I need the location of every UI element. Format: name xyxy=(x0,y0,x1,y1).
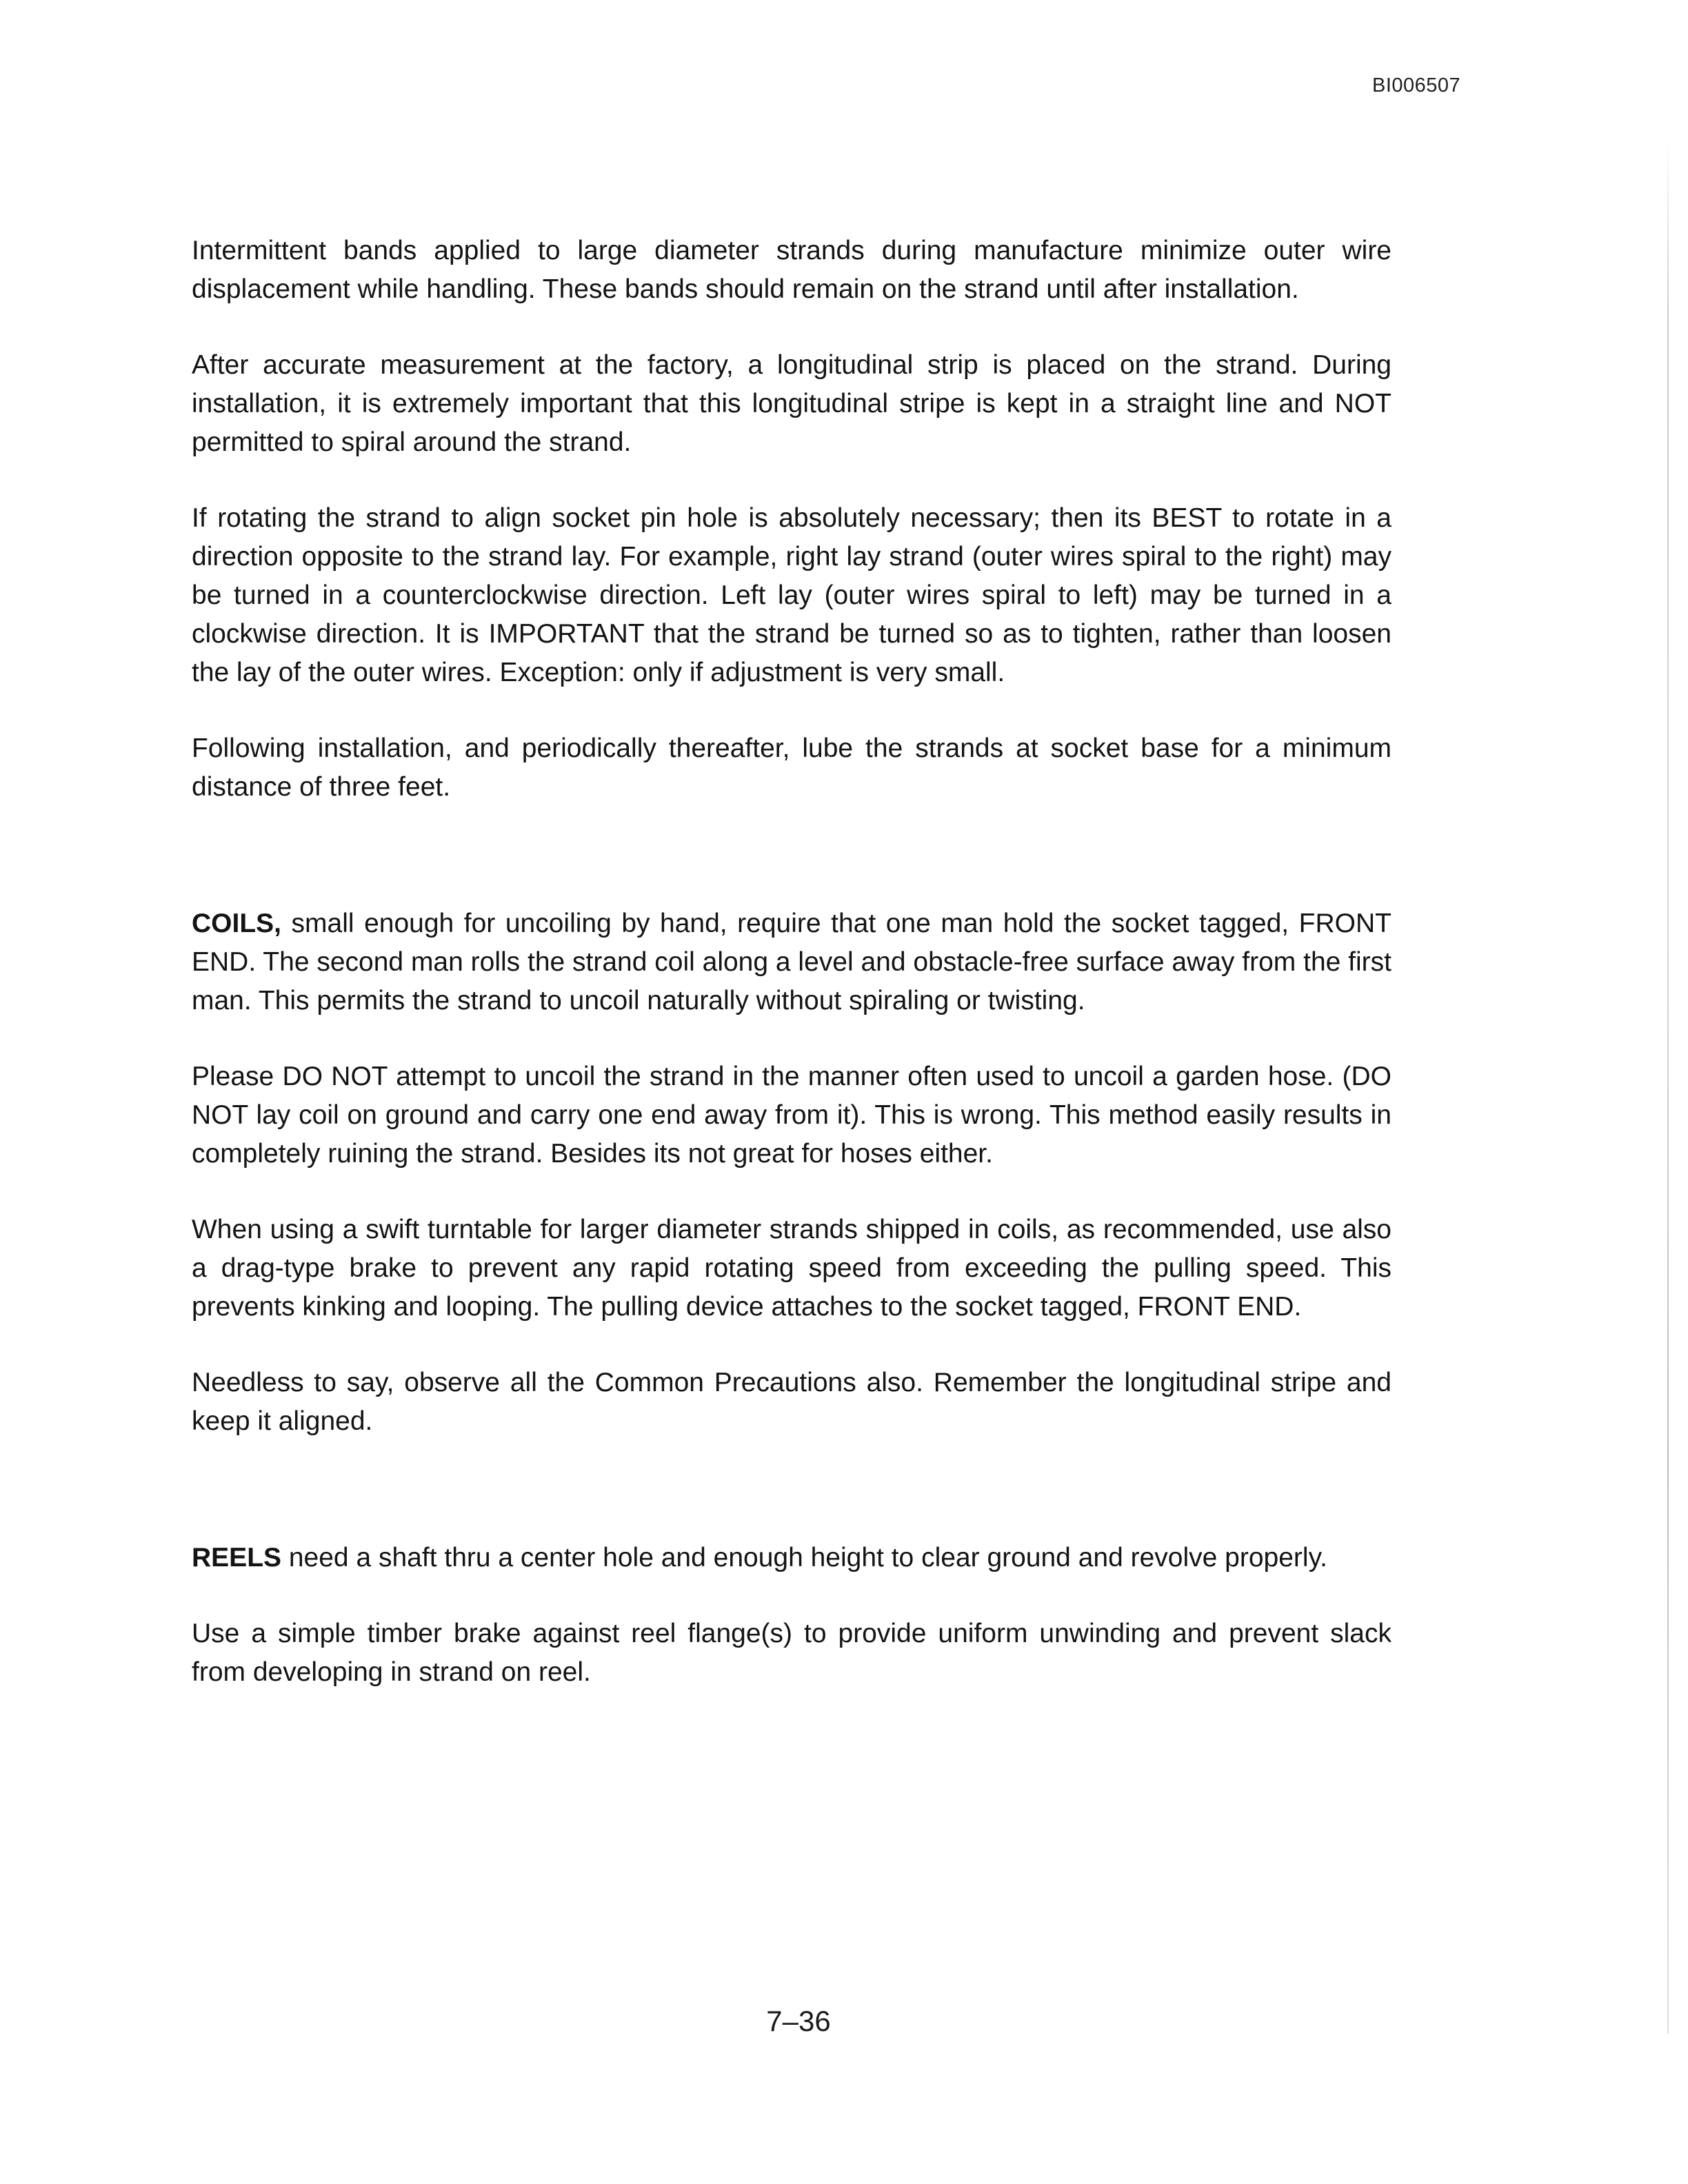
paragraph-garden-hose-warning: Please DO NOT attempt to uncoil the strand in the manner often used to uncoil a garden hose. (DO NOT lay coil on ground and carry one end away from it). This is wrong. This method easily results in completely ruining the strand. Besides its not great for hoses either. xyxy=(192,1062,1391,1169)
coils-heading: COILS, xyxy=(192,909,282,938)
coils-text: small enough for uncoiling by hand, require that one man hold the socket tagged, FRONT END. The second man rolls the strand coil along a level and obstacle-free surface away from the first man. This permits the strand to uncoil naturally without spiraling or twisting. xyxy=(192,909,1391,1015)
paragraph-reels xyxy=(192,1539,1391,1577)
paragraph-common-precautions: Needless to say, observe all the Common Precautions also. Remember the longitudinal stripe and keep it aligned. xyxy=(192,1368,1391,1436)
paragraph-intermittent-bands: Intermittent bands applied to large diameter strands during manufacture minimize outer wire displacement while handling. These bands should remain on the strand until after installation. xyxy=(192,236,1391,304)
reels-heading: REELS xyxy=(192,1543,282,1573)
paragraph-swift-turntable: When using a swift turntable for larger diameter strands shipped in coils, as recommended, use also a drag-type brake to prevent any rapid rotating speed from exceeding the pulling speed. This prevents kinking and looping. The pulling device attaches to the socket tagged, FRONT END. xyxy=(192,1215,1391,1322)
document-id: BI006507 xyxy=(1372,74,1461,97)
paragraph-lubrication: Following installation, and periodically thereafter, lube the strands at socket base for a minimum distance of three feet. xyxy=(192,734,1391,802)
paragraph-rotating-strand: If rotating the strand to align socket pin hole is absolutely necessary; then its BEST to rotate in a direction opposite to the strand lay. For example, right lay strand (outer wires spiral to the right) may be turned in a counterclockwise direction. Left lay (outer wires spiral to left) may be turned in a clockwise direction. It is IMPORTANT that the strand be turned so as to tighten, rather than loosen the lay of the outer wires. Exception: only if adjustment is very small. xyxy=(192,503,1391,687)
reels-text: need a shaft thru a center hole and enough height to clear ground and revolve properly. xyxy=(281,1543,1328,1573)
paragraph-coils xyxy=(192,904,1391,1020)
scan-margin-line xyxy=(1667,138,1669,2034)
paragraph-timber-brake: Use a simple timber brake against reel flange(s) to provide uniform unwinding and prevent slack from developing in strand on reel. xyxy=(192,1619,1391,1687)
paragraph-longitudinal-strip: After accurate measurement at the factory, a longitudinal strip is placed on the strand. During installation, it is extremely important that this longitudinal stripe is kept in a straight line and NOT permitted to spiral around the strand. xyxy=(192,350,1391,457)
document-body xyxy=(192,232,1391,1692)
page-number: 7–36 xyxy=(766,2005,831,2037)
